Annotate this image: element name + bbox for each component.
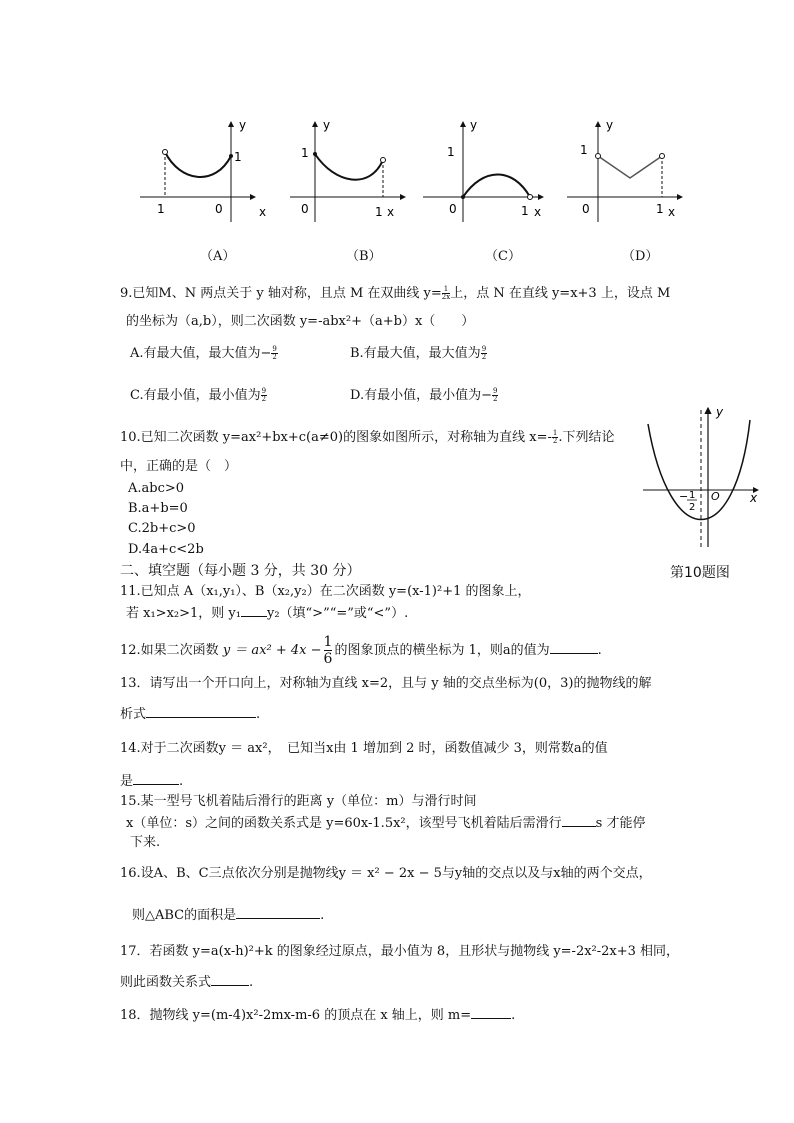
graph-c-x-tick: 1: [521, 204, 529, 218]
q10-fig-minus: −: [679, 490, 689, 503]
graph-d-x-label: x: [668, 205, 676, 219]
graph-a: [140, 118, 266, 222]
q12-line: 12.如果二次函数 y ＝ ax² + 4x − $\frac{1}{6}$ 的图象顶点的横坐标为 1，则a的值为 .: [120, 634, 602, 667]
graph-b: [290, 118, 405, 222]
q12-fraction: $\frac{1}{6}$: [323, 634, 333, 667]
q10-fig-x-label: x: [750, 491, 758, 505]
graph-b-y-tick: 1: [301, 146, 309, 160]
graph-a-x-tick: 1: [157, 202, 165, 216]
q9-option-a: A.有最大值，最大值为− $\frac{9}{2}$: [130, 345, 277, 361]
graph-c-x-label: x: [534, 205, 542, 219]
answer-graphs: [135, 112, 690, 232]
section-heading: 二、填空题（每小题 3 分，共 30 分）: [120, 563, 361, 579]
q10-parabola-figure: [640, 402, 765, 552]
q10-line1: 10.已知二次函数 y=ax²+bx+c(a≠0)的图象如图所示，对称轴为直线 x=- $\frac{1}{2}$ .下列结论: [120, 429, 615, 445]
graph-d-y-label: y: [606, 118, 614, 132]
q10-option-b: B.a+b=0: [128, 501, 188, 516]
q9-line2: 的坐标为（a,b），则二次函数 y=-abx²+（a+b）x（ ）: [126, 314, 475, 329]
graph-d-x-tick: 1: [656, 202, 664, 216]
q15-line1: 15.某一型号飞机着陆后滑行的距离 y（单位：m）与滑行时间: [120, 794, 477, 809]
q11-line2: 若 x₁>x₂>1，则 y₁ y₂（填“>”“=”或“<”）.: [126, 606, 409, 621]
graph-b-y-label: y: [323, 118, 331, 132]
graph-b-label: （B）: [346, 249, 382, 264]
graph-a-y-tick: 1: [234, 150, 242, 164]
q13-answer-blank[interactable]: [146, 705, 256, 718]
q9-line1: 9.已知M、N 两点关于 y 轴对称，且点 M 在双曲线 y= $\frac{1}{2x}$ 上，点 N 在直线 y=x+3 上，设点 M: [120, 285, 671, 301]
q17-line2: 则此函数关系式 .: [120, 975, 254, 990]
graph-b-x-tick: 1: [375, 205, 383, 219]
q10-fraction: $\frac{1}{2}$: [552, 429, 558, 445]
q14-answer-blank[interactable]: [133, 772, 179, 785]
graph-d-label: （D）: [622, 249, 659, 264]
q14-line2: 是 .: [120, 774, 184, 789]
q10-fig-origin: O: [711, 490, 720, 503]
q17-answer-blank[interactable]: [211, 973, 249, 986]
graph-c-y-label: y: [470, 118, 478, 132]
q16-answer-blank[interactable]: [236, 906, 320, 919]
graph-c-y-tick: 1: [447, 145, 455, 159]
q18-answer-blank[interactable]: [471, 1006, 511, 1019]
q10-figure-caption: 第10题图: [670, 565, 730, 581]
q12-answer-blank[interactable]: [550, 641, 598, 654]
graph-a-x-label: x: [259, 205, 267, 219]
graph-d-origin: 0: [582, 202, 590, 216]
q10-option-d: D.4a+c<2b: [128, 542, 204, 557]
graph-c: [423, 118, 543, 222]
graph-a-y-label: y: [239, 118, 247, 132]
q10-fig-den: 2: [689, 502, 696, 513]
q16-line1: 16.设A、B、C三点依次分别是抛物线y ＝ x² − 2x − 5与y轴的交点以及与x轴的两个交点，: [120, 866, 652, 881]
q9-fraction: $\frac{1}{2x}$: [441, 285, 451, 301]
q9-option-b: B.有最大值，最大值为 $\frac{9}{2}$: [350, 345, 487, 361]
q10-fig-y-label: y: [716, 405, 724, 419]
q15-line2: x（单位：s）之间的函数关系式是 y=60x-1.5x²，该型号飞机着陆后需滑行 s 才能停: [126, 816, 646, 831]
graph-c-label: （C）: [485, 249, 521, 264]
q14-line1: 14.对于二次函数y ＝ ax²， 已知当x由 1 增加到 2 时，函数值减少 3，则常数a的值: [120, 741, 608, 756]
q11-answer-blank[interactable]: [241, 604, 267, 617]
graph-d-y-tick: 1: [580, 143, 588, 157]
q10-option-a: A.abc>0: [128, 481, 185, 496]
graph-b-x-label: x: [387, 205, 395, 219]
q13-line2: 析式 .: [120, 707, 261, 722]
graph-c-origin: 0: [449, 202, 457, 216]
graph-b-origin: 0: [301, 202, 309, 216]
q10-option-c: C.2b+c>0: [128, 521, 196, 536]
q9-option-d: D.有最小值，最小值为− $\frac{9}{2}$: [350, 387, 498, 403]
graph-d: [567, 118, 682, 222]
q15-answer-blank[interactable]: [562, 814, 596, 827]
q11-line1: 11.已知点 A（x₁,y₁）、B（x₂,y₂）在二次函数 y=(x-1)²+1 的图象上，: [120, 584, 531, 599]
q13-line1: 13．请写出一个开口向上，对称轴为直线 x=2，且与 y 轴的交点坐标为(0，3)的抛物线的解: [120, 676, 652, 691]
q10-line2: 中，正确的是（ ）: [120, 459, 238, 474]
q16-line2: 则△ABC的面积是 .: [132, 908, 325, 923]
q17-line1: 17．若函数 y=a(x-h)²+k 的图象经过原点，最小值为 8，且形状与抛物线 y=-2x²-2x+3 相同，: [120, 944, 680, 959]
q18-line1: 18．抛物线 y=(m-4)x²-2mx-m-6 的顶点在 x 轴上，则 m= .: [120, 1008, 516, 1023]
graph-a-label: （A）: [200, 249, 236, 264]
q9-option-c: C.有最小值，最小值为 $\frac{9}{2}$: [130, 387, 267, 403]
q15-line3: 下来.: [130, 835, 161, 850]
q10-fig-num: 1: [689, 490, 696, 501]
graph-a-origin: 0: [215, 202, 223, 216]
